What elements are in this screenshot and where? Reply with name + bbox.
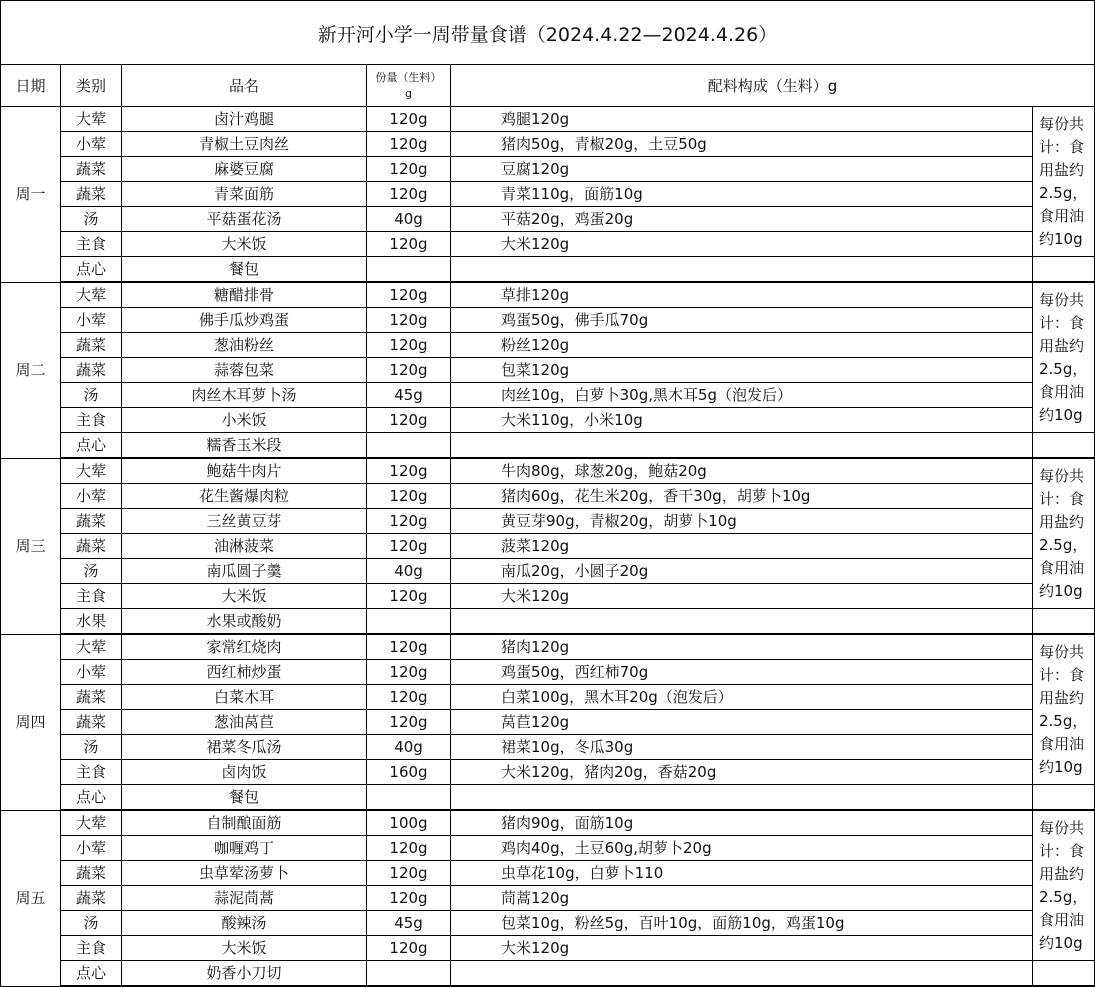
table-row xyxy=(1,534,1095,559)
portion-cell: 120g xyxy=(367,836,451,861)
category-cell: 汤 xyxy=(61,559,122,584)
category-cell: 点心 xyxy=(61,257,122,283)
dish-cell: 卤肉饭 xyxy=(122,760,367,785)
table-row xyxy=(1,660,1095,685)
header-dish: 品名 xyxy=(122,65,367,107)
portion-cell xyxy=(367,785,451,811)
portion-cell: 45g xyxy=(367,383,451,408)
portion-cell: 120g xyxy=(367,182,451,207)
table-row xyxy=(1,484,1095,509)
dish-cell: 虫草荤汤萝卜 xyxy=(122,861,367,886)
category-cell: 汤 xyxy=(61,735,122,760)
category-cell: 蔬菜 xyxy=(61,685,122,710)
day-note: 每份共计：食用盐约2.5g，食用油约10g xyxy=(1033,282,1095,433)
empty-cell xyxy=(1033,609,1095,635)
category-cell: 小荤 xyxy=(61,660,122,685)
table-row xyxy=(1,810,1095,836)
dish-cell: 佛手瓜炒鸡蛋 xyxy=(122,308,367,333)
ingredients-cell: 鸡蛋50g，西红柿70g xyxy=(451,660,1033,685)
ingredients-cell: 大米120g xyxy=(451,936,1033,961)
page-title: 新开河小学一周带量食谱（2024.4.22—2024.4.26） xyxy=(0,0,1095,65)
table-row xyxy=(1,861,1095,886)
portion-cell: 160g xyxy=(367,760,451,785)
table-row xyxy=(1,509,1095,534)
empty-cell xyxy=(1033,961,1095,987)
category-cell: 汤 xyxy=(61,911,122,936)
header-portion-line2: g xyxy=(405,86,412,100)
ingredients-cell: 鸡腿120g xyxy=(451,107,1033,132)
ingredients-cell: 牛肉80g，球葱20g，鲍菇20g xyxy=(451,458,1033,484)
portion-cell: 120g xyxy=(367,282,451,308)
ingredients-cell: 鸡肉40g，土豆60g,胡萝卜20g xyxy=(451,836,1033,861)
portion-cell: 120g xyxy=(367,157,451,182)
ingredients-cell xyxy=(451,785,1033,811)
ingredients-cell: 平菇20g，鸡蛋20g xyxy=(451,207,1033,232)
category-cell: 蔬菜 xyxy=(61,509,122,534)
category-cell: 蔬菜 xyxy=(61,534,122,559)
portion-cell: 120g xyxy=(367,861,451,886)
portion-cell: 120g xyxy=(367,886,451,911)
portion-cell: 40g xyxy=(367,559,451,584)
table-row xyxy=(1,333,1095,358)
table-row xyxy=(1,584,1095,609)
category-cell: 蔬菜 xyxy=(61,710,122,735)
category-cell: 大荤 xyxy=(61,107,122,132)
dish-cell: 自制酿面筋 xyxy=(122,810,367,836)
table-row xyxy=(1,458,1095,484)
menu-table xyxy=(0,64,1095,987)
table-row xyxy=(1,282,1095,308)
ingredients-cell: 粉丝120g xyxy=(451,333,1033,358)
portion-cell: 120g xyxy=(367,634,451,660)
portion-cell: 120g xyxy=(367,484,451,509)
ingredients-cell: 鸡蛋50g，佛手瓜70g xyxy=(451,308,1033,333)
dish-cell: 糖醋排骨 xyxy=(122,282,367,308)
dish-cell: 卤汁鸡腿 xyxy=(122,107,367,132)
portion-cell: 120g xyxy=(367,132,451,157)
table-row xyxy=(1,383,1095,408)
portion-cell: 120g xyxy=(367,232,451,257)
day-label: 周三 xyxy=(1,458,61,634)
day-note: 每份共计：食用盐约2.5g，食用油约10g xyxy=(1033,458,1095,609)
menu-table-body xyxy=(1,65,1095,987)
ingredients-cell: 虫草花10g，白萝卜110 xyxy=(451,861,1033,886)
dish-cell: 酸辣汤 xyxy=(122,911,367,936)
dish-cell: 青菜面筋 xyxy=(122,182,367,207)
table-row xyxy=(1,634,1095,660)
portion-cell xyxy=(367,257,451,283)
portion-cell xyxy=(367,961,451,987)
ingredients-cell: 白菜100g，黑木耳20g（泡发后） xyxy=(451,685,1033,710)
dish-cell: 葱油粉丝 xyxy=(122,333,367,358)
day-note: 每份共计：食用盐约2.5g，食用油约10g xyxy=(1033,107,1095,257)
table-row xyxy=(1,559,1095,584)
table-row xyxy=(1,207,1095,232)
dish-cell: 糯香玉米段 xyxy=(122,433,367,459)
table-row xyxy=(1,785,1095,811)
table-row xyxy=(1,609,1095,635)
ingredients-cell: 草排120g xyxy=(451,282,1033,308)
portion-cell: 120g xyxy=(367,458,451,484)
category-cell: 大荤 xyxy=(61,810,122,836)
ingredients-cell: 大米120g，猪肉20g，香菇20g xyxy=(451,760,1033,785)
dish-cell: 裙菜冬瓜汤 xyxy=(122,735,367,760)
portion-cell: 120g xyxy=(367,509,451,534)
category-cell: 点心 xyxy=(61,433,122,459)
portion-cell: 120g xyxy=(367,584,451,609)
ingredients-cell: 肉丝10g，白萝卜30g,黑木耳5g（泡发后） xyxy=(451,383,1033,408)
portion-cell xyxy=(367,609,451,635)
category-cell: 大荤 xyxy=(61,458,122,484)
day-note: 每份共计：食用盐约2.5g，食用油约10g xyxy=(1033,810,1095,961)
dish-cell: 家常红烧肉 xyxy=(122,634,367,660)
day-label: 周四 xyxy=(1,634,61,810)
ingredients-cell xyxy=(451,961,1033,987)
ingredients-cell: 裙菜10g，冬瓜30g xyxy=(451,735,1033,760)
category-cell: 蔬菜 xyxy=(61,886,122,911)
portion-cell: 40g xyxy=(367,207,451,232)
table-row xyxy=(1,911,1095,936)
table-row xyxy=(1,760,1095,785)
dish-cell: 小米饭 xyxy=(122,408,367,433)
table-row xyxy=(1,408,1095,433)
day-note: 每份共计：食用盐约2.5g，食用油约10g xyxy=(1033,634,1095,785)
ingredients-cell: 猪肉90g，面筋10g xyxy=(451,810,1033,836)
header-portion-line1: 份量（生料） xyxy=(375,70,442,84)
category-cell: 小荤 xyxy=(61,132,122,157)
table-row xyxy=(1,433,1095,459)
ingredients-cell: 猪肉60g，花生米20g，香干30g，胡萝卜10g xyxy=(451,484,1033,509)
dish-cell: 咖喱鸡丁 xyxy=(122,836,367,861)
category-cell: 大荤 xyxy=(61,634,122,660)
category-cell: 汤 xyxy=(61,383,122,408)
table-row xyxy=(1,257,1095,283)
category-cell: 小荤 xyxy=(61,484,122,509)
portion-cell: 100g xyxy=(367,810,451,836)
dish-cell: 大米饭 xyxy=(122,936,367,961)
ingredients-cell: 南瓜20g，小圆子20g xyxy=(451,559,1033,584)
category-cell: 小荤 xyxy=(61,308,122,333)
category-cell: 小荤 xyxy=(61,836,122,861)
dish-cell: 鲍菇牛肉片 xyxy=(122,458,367,484)
ingredients-cell: 莴苣120g xyxy=(451,710,1033,735)
table-row xyxy=(1,132,1095,157)
category-cell: 蔬菜 xyxy=(61,182,122,207)
table-row xyxy=(1,961,1095,987)
category-cell: 蔬菜 xyxy=(61,861,122,886)
category-cell: 主食 xyxy=(61,936,122,961)
portion-cell: 120g xyxy=(367,685,451,710)
ingredients-cell: 茼蒿120g xyxy=(451,886,1033,911)
dish-cell: 肉丝木耳萝卜汤 xyxy=(122,383,367,408)
category-cell: 主食 xyxy=(61,584,122,609)
header-ingredients: 配料构成（生料）g xyxy=(451,65,1095,107)
dish-cell: 奶香小刀切 xyxy=(122,961,367,987)
category-cell: 汤 xyxy=(61,207,122,232)
category-cell: 蔬菜 xyxy=(61,157,122,182)
dish-cell: 蒜泥茼蒿 xyxy=(122,886,367,911)
table-row xyxy=(1,836,1095,861)
category-cell: 主食 xyxy=(61,760,122,785)
dish-cell: 三丝黄豆芽 xyxy=(122,509,367,534)
portion-cell: 120g xyxy=(367,107,451,132)
day-label: 周一 xyxy=(1,107,61,283)
category-cell: 点心 xyxy=(61,961,122,987)
portion-cell: 120g xyxy=(367,358,451,383)
ingredients-cell: 包菜120g xyxy=(451,358,1033,383)
dish-cell: 青椒土豆肉丝 xyxy=(122,132,367,157)
portion-cell: 120g xyxy=(367,308,451,333)
portion-cell: 120g xyxy=(367,333,451,358)
dish-cell: 餐包 xyxy=(122,257,367,283)
portion-cell: 40g xyxy=(367,735,451,760)
ingredients-cell: 猪肉50g，青椒20g，土豆50g xyxy=(451,132,1033,157)
portion-cell xyxy=(367,433,451,459)
ingredients-cell: 大米120g xyxy=(451,232,1033,257)
category-cell: 蔬菜 xyxy=(61,333,122,358)
category-cell: 蔬菜 xyxy=(61,358,122,383)
portion-cell: 120g xyxy=(367,710,451,735)
day-label: 周五 xyxy=(1,810,61,986)
table-row xyxy=(1,157,1095,182)
dish-cell: 餐包 xyxy=(122,785,367,811)
category-cell: 主食 xyxy=(61,408,122,433)
header-category: 类别 xyxy=(61,65,122,107)
table-row xyxy=(1,886,1095,911)
category-cell: 大荤 xyxy=(61,282,122,308)
ingredients-cell: 包菜10g，粉丝5g，百叶10g，面筋10g，鸡蛋10g xyxy=(451,911,1033,936)
table-row xyxy=(1,182,1095,207)
ingredients-cell: 猪肉120g xyxy=(451,634,1033,660)
day-label: 周二 xyxy=(1,282,61,458)
empty-cell xyxy=(1033,257,1095,283)
dish-cell: 油淋菠菜 xyxy=(122,534,367,559)
empty-cell xyxy=(1033,433,1095,459)
ingredients-cell: 黄豆芽90g，青椒20g，胡萝卜10g xyxy=(451,509,1033,534)
header-row xyxy=(1,65,1095,107)
table-row xyxy=(1,936,1095,961)
table-row xyxy=(1,685,1095,710)
header-date: 日期 xyxy=(1,65,61,107)
ingredients-cell: 豆腐120g xyxy=(451,157,1033,182)
dish-cell: 麻婆豆腐 xyxy=(122,157,367,182)
category-cell: 水果 xyxy=(61,609,122,635)
table-row xyxy=(1,710,1095,735)
ingredients-cell: 大米120g xyxy=(451,584,1033,609)
ingredients-cell xyxy=(451,609,1033,635)
dish-cell: 白菜木耳 xyxy=(122,685,367,710)
dish-cell: 水果或酸奶 xyxy=(122,609,367,635)
empty-cell xyxy=(1033,785,1095,811)
ingredients-cell: 大米110g，小米10g xyxy=(451,408,1033,433)
dish-cell: 花生酱爆肉粒 xyxy=(122,484,367,509)
portion-cell: 120g xyxy=(367,534,451,559)
category-cell: 主食 xyxy=(61,232,122,257)
portion-cell: 45g xyxy=(367,911,451,936)
ingredients-cell: 菠菜120g xyxy=(451,534,1033,559)
portion-cell: 120g xyxy=(367,660,451,685)
dish-cell: 蒜蓉包菜 xyxy=(122,358,367,383)
table-row xyxy=(1,308,1095,333)
dish-cell: 葱油莴苣 xyxy=(122,710,367,735)
table-row xyxy=(1,232,1095,257)
header-portion xyxy=(367,65,451,107)
table-row xyxy=(1,358,1095,383)
dish-cell: 西红柿炒蛋 xyxy=(122,660,367,685)
portion-cell: 120g xyxy=(367,936,451,961)
dish-cell: 南瓜圆子羹 xyxy=(122,559,367,584)
table-row xyxy=(1,735,1095,760)
ingredients-cell xyxy=(451,257,1033,283)
ingredients-cell: 青菜110g，面筋10g xyxy=(451,182,1033,207)
table-row xyxy=(1,107,1095,132)
dish-cell: 大米饭 xyxy=(122,232,367,257)
ingredients-cell xyxy=(451,433,1033,459)
dish-cell: 平菇蛋花汤 xyxy=(122,207,367,232)
category-cell: 点心 xyxy=(61,785,122,811)
dish-cell: 大米饭 xyxy=(122,584,367,609)
portion-cell: 120g xyxy=(367,408,451,433)
